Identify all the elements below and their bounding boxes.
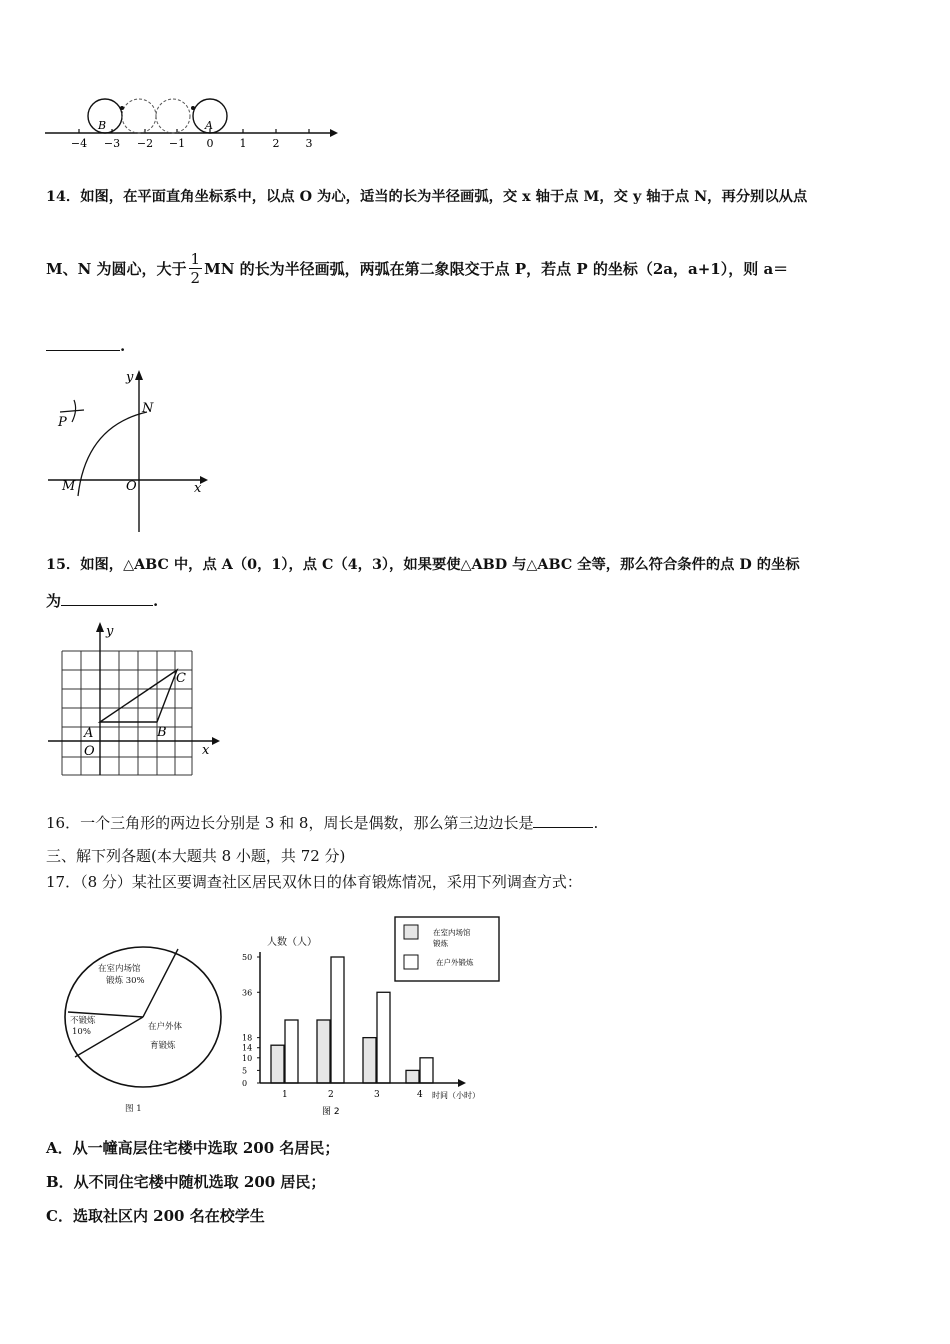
point-a-label: A [84, 726, 94, 741]
question-14-line2-post: MN 的长为半径画弧，两弧在第二象限交于点 P，若点 P 的坐标（2a，a+1），则 a＝ [204, 260, 789, 278]
y-axis-title: 人数（人） [267, 937, 317, 948]
tick-label: 0 [206, 137, 214, 150]
y-tick-label: 5 [242, 1066, 248, 1076]
pie-label-none-1: 不锻炼 [70, 1016, 96, 1026]
legend-label-outdoor: 在户外锻炼 [436, 958, 474, 967]
pie-label-outdoor-1: 在户外体 [148, 1022, 183, 1032]
axis-y-label: y [126, 370, 134, 385]
option-b[interactable]: B．从不同住宅楼中随机选取 200 居民； [46, 1173, 326, 1191]
question-16 [46, 812, 598, 833]
pie-chart-figure [60, 935, 230, 1120]
fraction-numerator: 1 [190, 250, 201, 268]
y-tick-label: 14 [242, 1043, 253, 1053]
question-16-text: 16．一个三角形的两边长分别是 3 和 8，周长是偶数，那么第三边边长是 [46, 814, 534, 832]
y-tick-label: 50 [242, 953, 253, 962]
axis-y-label: y [106, 624, 114, 639]
tick-label: −1 [168, 137, 186, 150]
point-b-label: B [98, 119, 107, 132]
question-15-line2 [46, 590, 158, 611]
legend-swatch-outdoor [404, 955, 418, 969]
answer-blank[interactable] [533, 813, 593, 828]
point-a-label: A [205, 119, 213, 132]
point-p-label: P [58, 415, 67, 430]
pie-label-outdoor-2: 育锻炼 [150, 1041, 176, 1051]
legend-label-indoor: 在室内场馆 [433, 928, 471, 937]
bar-indoor-1 [271, 1045, 284, 1083]
bar-chart-caption: 图 2 [322, 1107, 340, 1117]
bar-outdoor-4 [420, 1058, 433, 1083]
origin-label: O [84, 744, 95, 759]
tick-label: −3 [103, 137, 121, 150]
x-tick-label: 4 [417, 1090, 423, 1100]
answer-blank[interactable] [61, 591, 153, 606]
point-b-label: B [157, 725, 167, 740]
question-15-line1: 15．如图，△ABC 中，点 A（0，1），点 C（4，3），如果要使△ABD 与△ABC 全等，那么符合条件的点 D 的坐标 [46, 557, 800, 573]
point-m-label: M [62, 479, 76, 494]
option-c[interactable]: C．选取社区内 200 名在校学生 [46, 1207, 265, 1225]
x-axis-title: 时间（小时） [432, 1091, 480, 1100]
grid-triangle-figure [44, 620, 229, 780]
question-15-line2-pre: 为 [46, 592, 62, 610]
bar-outdoor-1 [285, 1020, 298, 1083]
tick-label: −2 [136, 137, 154, 150]
question-15-end: . [153, 592, 159, 610]
answer-blank[interactable] [46, 336, 120, 351]
axis-x-label: x [194, 481, 202, 496]
legend-label-indoor-2: 锻炼 [433, 939, 448, 948]
bar-outdoor-3 [377, 992, 390, 1083]
question-16-end: . [593, 814, 599, 832]
section-3-heading: 三、解下列各题(本大题共 8 小题，共 72 分) [46, 847, 346, 865]
y-tick-label: 36 [242, 988, 253, 998]
y-tick-label: 0 [242, 1079, 248, 1088]
tick-label: 1 [239, 137, 247, 150]
bar-indoor-2 [317, 1020, 330, 1083]
axis-x-label: x [202, 743, 210, 758]
x-tick-label: 2 [328, 1090, 334, 1100]
fraction-denominator: 2 [190, 269, 201, 287]
x-tick-label: 3 [374, 1090, 380, 1100]
point-c-label: C [176, 671, 186, 686]
legend-swatch-indoor [404, 925, 418, 939]
pie-caption: 图 1 [125, 1104, 142, 1114]
pie-label-indoor-1: 在室内场馆 [98, 964, 141, 974]
x-tick-label: 1 [282, 1090, 288, 1100]
y-tick-label: 18 [242, 1033, 253, 1043]
coordinate-arc-figure [44, 366, 224, 536]
question-17: 17．（8 分）某社区要调查社区居民双休日的体育锻炼情况，采用下列调查方式： [46, 873, 582, 891]
question-14-line2-pre: M、N 为圆心，大于 [46, 260, 187, 278]
pie-label-none-2: 10% [72, 1027, 91, 1037]
bar-indoor-4 [406, 1070, 419, 1083]
origin-label: O [126, 479, 137, 494]
tick-label: 3 [305, 137, 313, 150]
question-14-end: . [120, 337, 126, 355]
bar-chart-figure [240, 912, 505, 1122]
fraction-one-half [189, 250, 203, 287]
tick-label: 2 [272, 137, 280, 150]
question-14-answer-line [46, 336, 125, 355]
y-tick-label: 10 [242, 1053, 253, 1063]
tick-label: −4 [70, 137, 88, 150]
question-14-line2 [46, 250, 788, 287]
point-n-label: N [142, 401, 154, 416]
bar-indoor-3 [363, 1038, 376, 1083]
pie-label-indoor-2: 锻炼 30% [106, 976, 145, 986]
bar-outdoor-2 [331, 957, 344, 1083]
question-14-line1: 14．如图，在平面直角坐标系中，以点 O 为心，适当的长为半径画弧，交 x 轴于点 M，交 y 轴于点 N，再分别以从点 [46, 189, 808, 205]
number-line-figure [40, 92, 340, 152]
option-a[interactable]: A．从一幢高层住宅楼中选取 200 名居民； [46, 1139, 340, 1157]
